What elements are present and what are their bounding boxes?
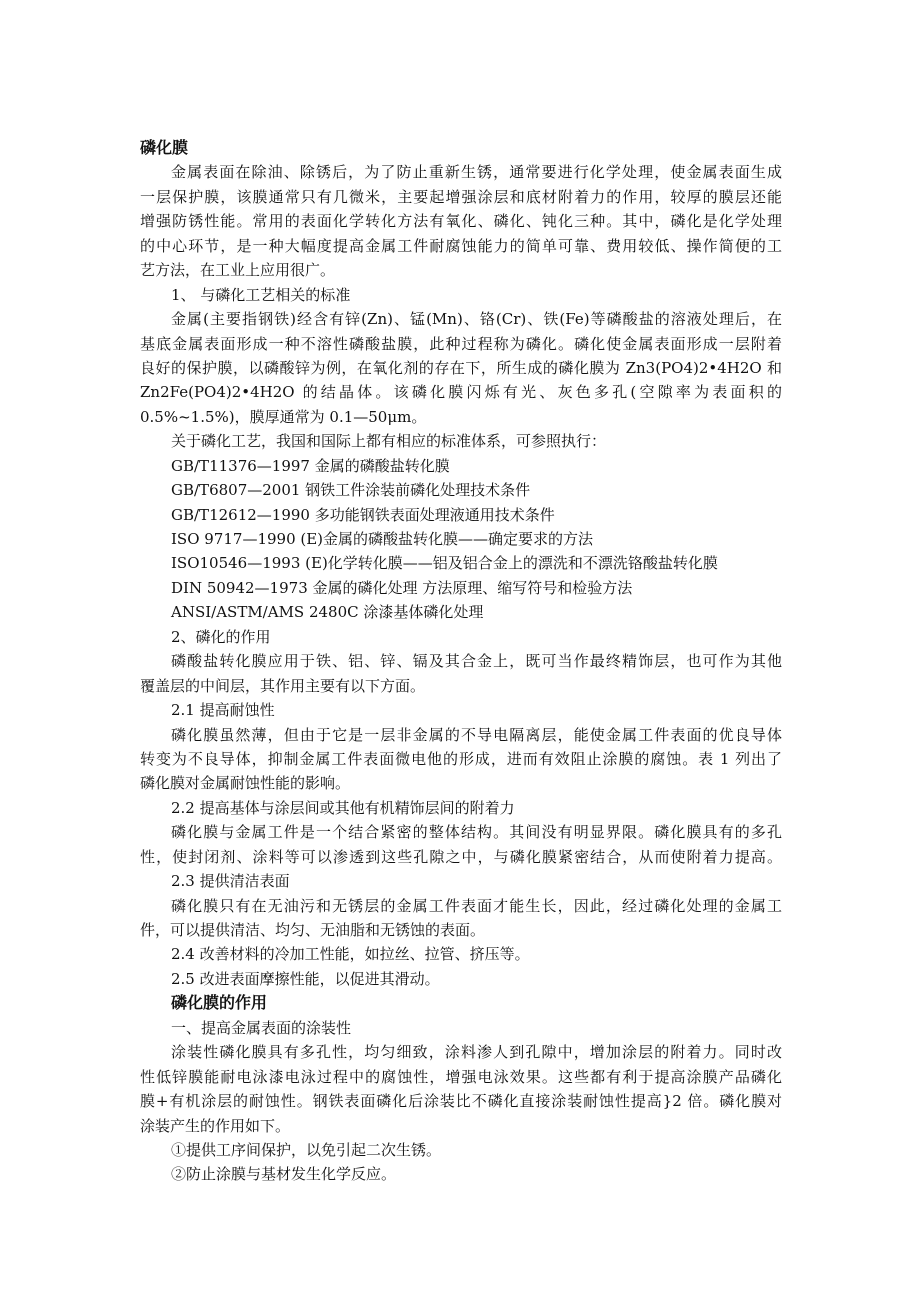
subsection-line: 件，可以提供清洁、均匀、无油脂和无锈蚀的表面。	[140, 921, 486, 939]
section3-subheading: 一、提高金属表面的涂装性	[171, 1018, 352, 1037]
standard-item: GB/T11376—1997 金属的磷酸盐转化膜	[171, 456, 450, 475]
section1-line: Zn2Fe(PO4)2•4H2O 的结晶体。该磷化膜闪烁有光、灰色多孔(空隙率为表面积的	[140, 383, 782, 402]
section3-heading: 磷化膜的作用	[171, 993, 268, 1013]
intro-line: 一层保护膜，该膜通常只有几微米，主要起增强涂层和底材附着力的作用，较厚的膜层还能	[140, 187, 782, 206]
section1-line: 基底金属表面形成一种不溶性磷酸盐膜，此种过程称为磷化。磷化使金属表面形成一层附着	[140, 334, 782, 353]
section2-line: 覆盖层的中间层，其作用主要有以下方面。	[140, 676, 426, 695]
document-page	[140, 136, 782, 1187]
subsection-line: 性，使封闭剂、涂料等可以渗透到这些孔隙之中，与磷化膜紧密结合，从而使附着力提高。	[140, 847, 782, 866]
section2-line: 磷酸盐转化膜应用于铁、铝、锌、镉及其合金上，既可当作最终精饰层，也可作为其他	[171, 652, 782, 671]
document-title: 磷化膜	[140, 138, 189, 157]
subsection-heading: 2.4 改善材料的冷加工性能，如拉丝、拉管、挤压等。	[171, 945, 530, 964]
standard-item: ISO10546—1993 (E)化学转化膜——铝及铝合金上的漂洗和不漂洗铬酸盐转化膜	[171, 554, 718, 573]
standard-item: GB/T12612—1990 多功能钢铁表面处理液通用技术条件	[171, 505, 555, 524]
section3-line: 膜+有机涂层的耐蚀性。钢铁表面磷化后涂装比不磷化直接涂装耐蚀性提高}2 倍。磷化膜对	[140, 1092, 782, 1111]
subsection-heading: 2.5 改进表面摩擦性能，以促进其滑动。	[171, 969, 440, 988]
subsection-line: 磷化膜与金属工件是一个结合紧密的整体结构。其间没有明显界限。磷化膜具有的多孔	[171, 823, 782, 842]
standard-item: ANSI/ASTM/AMS 2480C 涂漆基体磷化处理	[171, 603, 484, 622]
section3-line: 性低锌膜能耐电泳漆电泳过程中的腐蚀性，增强电泳效果。这些都有利于提高涂膜产品磷化	[140, 1067, 782, 1086]
subsection-line: 转变为不良导体，抑制金属工件表面微电他的形成，进而有效阻止涂膜的腐蚀。表 1 列出了	[140, 749, 782, 768]
section1-line: 良好的保护膜，以磷酸锌为例，在氧化剂的存在下，所生成的磷化膜为 Zn3(PO4)2•4H2O 和	[140, 358, 782, 377]
intro-line: 的中心环节，是一种大幅度提高金属工件耐腐蚀能力的简单可靠、费用较低、操作简便的工	[140, 236, 782, 255]
subsection-heading: 2.3 提供清洁表面	[171, 872, 290, 891]
intro-line: 艺方法，在工业上应用很广。	[140, 261, 336, 280]
subsection-line: 磷化膜虽然薄，但由于它是一层非金属的不导电隔离层，能使金属工件表面的优良导体	[171, 725, 782, 744]
subsection-heading: 2.2 提高基体与涂层间或其他有机精饰层间的附着力	[171, 798, 515, 817]
section3-line: 涂装性磷化膜具有多孔性，均匀细致，涂料渗人到孔隙中，增加涂层的附着力。同时改	[171, 1043, 782, 1062]
section3-line: 涂装产生的作用如下。	[140, 1116, 291, 1135]
subsection-line: 磷化膜只有在无油污和无锈层的金属工件表面才能生长，因此，经过磷化处理的金属工	[171, 896, 782, 915]
standard-item: ISO 9717—1990 (E)金属的磷酸盐转化膜——确定要求的方法	[171, 530, 594, 548]
subsection-heading: 2.1 提高耐蚀性	[171, 701, 275, 720]
intro-line: 增强防锈性能。常用的表面化学转化方法有氧化、磷化、钝化三种。其中，磷化是化学处理	[140, 212, 782, 231]
list-item: ①提供工序间保护，以免引起二次生锈。	[171, 1140, 442, 1159]
section1-line: 0.5%~1.5%)，膜厚通常为 0.1—50μm。	[140, 407, 427, 426]
section2-heading: 2、磷化的作用	[171, 627, 271, 646]
subsection-line: 磷化膜对金属耐蚀性能的影响。	[140, 774, 351, 793]
list-item: ②防止涂膜与基材发生化学反应。	[171, 1165, 397, 1184]
section1-heading: 1、 与磷化工艺相关的标准	[171, 285, 351, 304]
section1-line: 金属(主要指钢铁)经含有锌(Zn)、锰(Mn)、铬(Cr)、铁(Fe)等磷酸盐的溶液处理后，在	[171, 310, 782, 329]
standard-item: GB/T6807—2001 钢铁工件涂装前磷化处理技术条件	[171, 481, 531, 500]
standard-item: DIN 50942—1973 金属的磷化处理 方法原理、缩写符号和检验方法	[171, 578, 633, 597]
standards-intro: 关于磷化工艺，我国和国际上都有相应的标准体系，可参照执行：	[171, 432, 607, 451]
intro-line: 金属表面在除油、除锈后，为了防止重新生锈，通常要进行化学处理，使金属表面生成	[171, 163, 782, 182]
